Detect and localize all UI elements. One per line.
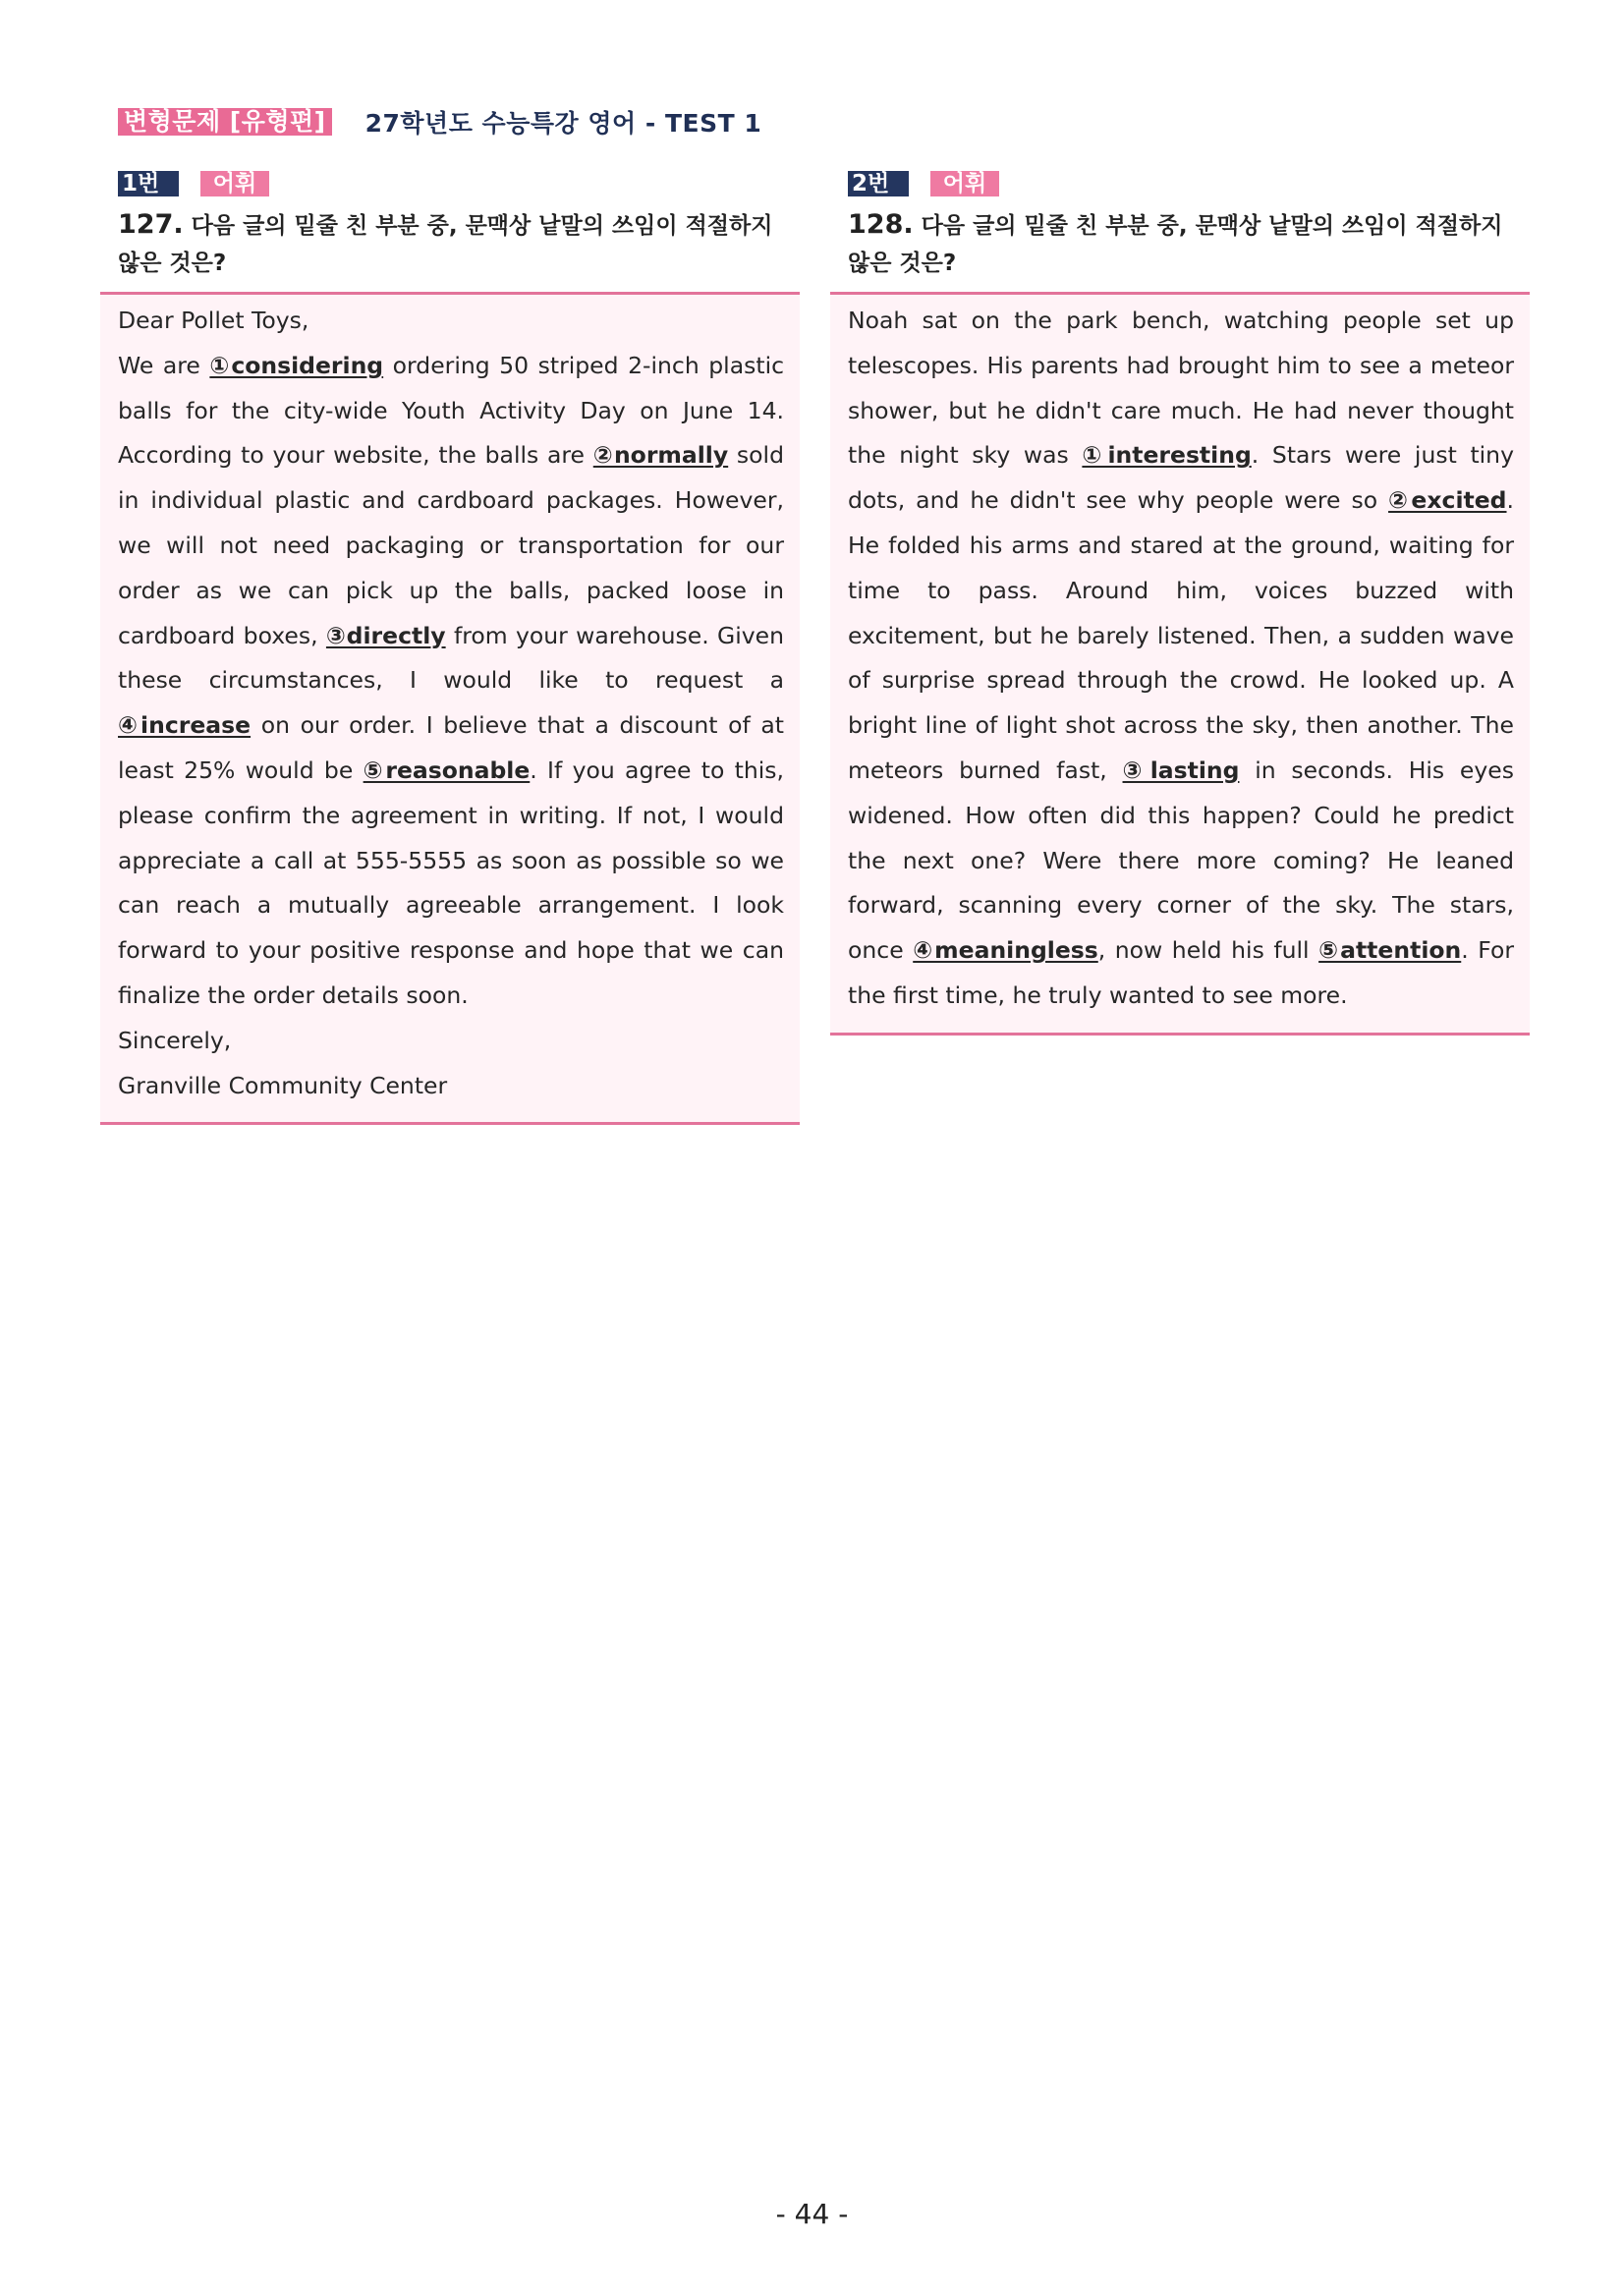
letter-greeting: Dear Pollet Toys, [118, 307, 309, 334]
passage-text: sold in individual plastic and cardboard packages. However, we will not need packaging or transportation for our order as we can pick up the balls, packed loose in cardboard boxes, [118, 441, 785, 649]
page-number: - 44 - [775, 2198, 849, 2230]
underlined-choice-5: ⑤reasonable [363, 756, 531, 784]
passage-box [100, 292, 800, 1125]
letter-closing: Sincerely, [118, 1026, 232, 1054]
passage-text: . He folded his arms and stared at the ground, waiting for time to pass. Around him, voices buzzed with excitement, but he barely listened. Then, a sudden wave of surprise spread through the crowd. He looked up. A bright line of light shot across the sky, then another. The meteors burned fast, [848, 486, 1514, 784]
letter-body [118, 344, 784, 1019]
problem-tags [118, 171, 800, 196]
passage [848, 299, 1514, 1019]
underlined-choice-1: ①considering [209, 351, 384, 379]
header-badge: 변형문제 [유형편] [118, 108, 332, 136]
header-title: 27학년도 수능특강 영어 - TEST 1 [364, 109, 762, 138]
passage-box [830, 292, 1530, 1036]
question-prompt: 다음 글의 밑줄 친 부분 중, 문맥상 낱말의 쓰임이 적절하지 않은 것은? [118, 213, 773, 276]
underlined-choice-2: ②normally [592, 441, 729, 470]
problem-number-tag: 2번 [848, 171, 909, 196]
problem-type-tag: 어휘 [930, 171, 999, 196]
underlined-choice-5: ⑤attention [1318, 936, 1462, 965]
passage-text: We are [118, 351, 210, 379]
problem-127 [100, 171, 800, 1125]
problem-number-tag: 1번 [118, 171, 179, 196]
question-text [118, 206, 786, 282]
underlined-choice-1: ①interesting [1082, 441, 1252, 470]
page-header [118, 104, 761, 140]
underlined-choice-3: ③lasting [1122, 756, 1240, 784]
passage-text: . For the first time, he truly wanted to see more. [848, 936, 1514, 1009]
passage-text: Noah sat on the park bench, watching people set up telescopes. His parents had brought him to see a meteor shower, but he didn't care much. He had never thought the night sky was [848, 307, 1514, 470]
passage-text: in seconds. His eyes widened. How often did this happen? Could he predict the next one? Were there more coming? He leaned forward, scanning every corner of the sky. The stars, once [848, 756, 1514, 965]
passage-text: on our order. I believe that a discount of at least 25% would be [118, 711, 784, 784]
question-number: 127. [118, 209, 184, 240]
passage-text: ordering 50 striped 2-inch plastic balls for the city-wide Youth Activity Day on June 14. According to your website, the balls are [118, 351, 785, 470]
underlined-choice-2: ②excited [1388, 486, 1507, 515]
passage-text: . If you agree to this, please confirm the agreement in writing. If not, I would appreciate a call at 555-5555 as soon as possible so we can reach a mutually agreeable arrangement. I look forward to your positive response and hope that we can finalize the order details soon. [118, 756, 784, 1009]
problem-128 [830, 171, 1530, 1036]
passage [118, 299, 784, 1108]
passage-text: . Stars were just tiny dots, and he didn't see why people were so [848, 441, 1514, 515]
underlined-choice-4: ④increase [118, 711, 252, 740]
underlined-choice-3: ③directly [325, 621, 446, 649]
letter-signature: Granville Community Center [118, 1071, 448, 1099]
underlined-choice-4: ④meaningless [913, 936, 1098, 965]
passage-text: , now held his full [1097, 936, 1319, 965]
problem-tags [848, 171, 1530, 196]
question-prompt: 다음 글의 밑줄 친 부분 중, 문맥상 낱말의 쓰임이 적절하지 않은 것은? [848, 213, 1503, 276]
question-number: 128. [848, 209, 914, 240]
question-text [848, 206, 1516, 282]
story-body [848, 299, 1514, 1019]
passage-text: from your warehouse. Given these circumstances, I would like to request a [118, 621, 785, 695]
problem-type-tag: 어휘 [200, 171, 269, 196]
